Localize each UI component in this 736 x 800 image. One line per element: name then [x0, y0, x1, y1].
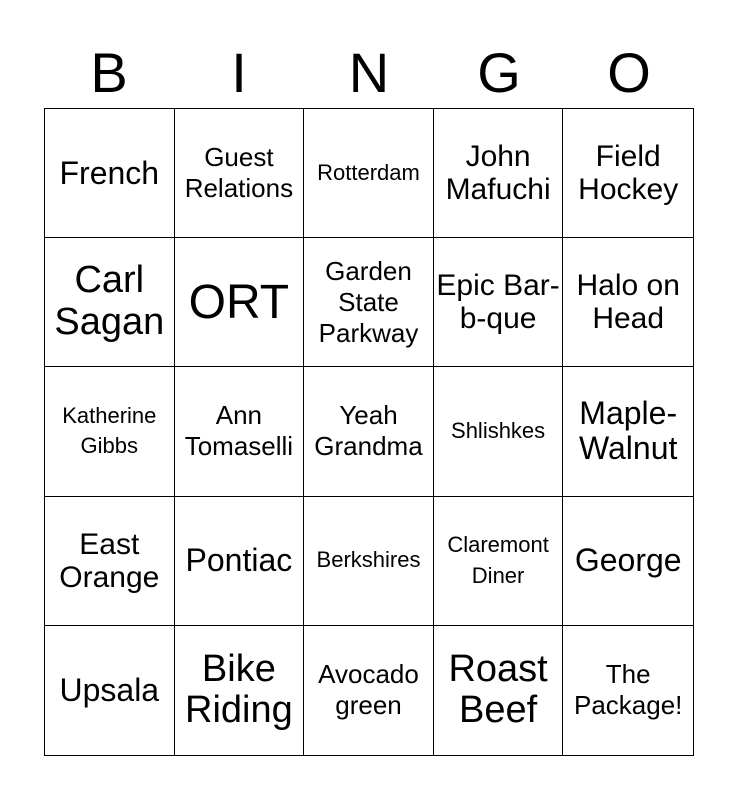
header-letter-g: G — [477, 41, 521, 104]
bingo-cell[interactable] — [434, 238, 564, 367]
bingo-cell[interactable] — [304, 626, 434, 755]
cell-label: Avocado green — [318, 659, 419, 721]
cell-label: Field Hockey — [578, 140, 679, 207]
cell-label: East Orange — [59, 527, 160, 594]
cell-label: Halo on Head — [576, 269, 680, 336]
bingo-cell[interactable] — [175, 497, 305, 626]
cell-label: Claremont Diner — [447, 531, 549, 588]
bingo-cell[interactable] — [175, 109, 305, 238]
cell-label: Garden State Parkway — [318, 255, 419, 348]
bingo-cell[interactable] — [175, 626, 305, 755]
bingo-board — [44, 108, 694, 756]
header-letter-o: O — [607, 41, 651, 104]
bingo-cell[interactable] — [45, 238, 175, 367]
cell-label: ORT — [188, 275, 290, 329]
header-letter-b: B — [90, 41, 128, 104]
cell-label: Carl Sagan — [54, 259, 165, 344]
cell-label: Rotterdam — [317, 159, 420, 185]
bingo-header — [44, 38, 694, 108]
cell-label: French — [59, 154, 160, 191]
cell-label: Katherine Gibbs — [62, 402, 157, 459]
cell-label: John Mafuchi — [445, 140, 551, 207]
bingo-cell[interactable] — [45, 367, 175, 496]
header-letter-n: N — [348, 41, 390, 104]
bingo-cell[interactable] — [563, 497, 693, 626]
cell-label: Maple-Walnut — [578, 395, 678, 467]
cell-label: Ann Tomaselli — [184, 400, 294, 462]
cell-label: Shlishkes — [451, 418, 546, 444]
bingo-cell[interactable] — [563, 238, 693, 367]
bingo-cell[interactable] — [563, 109, 693, 238]
cell-label: Roast Beef — [448, 647, 548, 732]
bingo-cell[interactable] — [45, 626, 175, 755]
cell-label: Yeah Grandma — [314, 400, 423, 462]
bingo-cell[interactable] — [304, 497, 434, 626]
cell-label: George — [574, 542, 682, 579]
cell-label: Epic Bar-b-que — [436, 269, 560, 336]
cell-label: Guest Relations — [184, 141, 294, 204]
cell-label: The Package! — [573, 659, 683, 721]
bingo-cell[interactable] — [304, 109, 434, 238]
bingo-cell[interactable] — [434, 626, 564, 755]
cell-label: Pontiac — [185, 542, 293, 579]
bingo-cell[interactable] — [304, 238, 434, 367]
bingo-cell[interactable] — [563, 367, 693, 496]
cell-label: Upsala — [59, 671, 160, 708]
bingo-cell[interactable] — [175, 367, 305, 496]
bingo-cell[interactable] — [434, 367, 564, 496]
bingo-cell[interactable] — [45, 497, 175, 626]
bingo-cell[interactable] — [563, 626, 693, 755]
bingo-cell[interactable] — [434, 109, 564, 238]
bingo-cell-free[interactable] — [175, 238, 305, 367]
cell-label: Berkshires — [316, 547, 421, 573]
header-letter-i: I — [231, 41, 247, 104]
bingo-cell[interactable] — [434, 497, 564, 626]
cell-label: Bike Riding — [185, 647, 293, 732]
bingo-cell[interactable] — [304, 367, 434, 496]
bingo-cell[interactable] — [45, 109, 175, 238]
